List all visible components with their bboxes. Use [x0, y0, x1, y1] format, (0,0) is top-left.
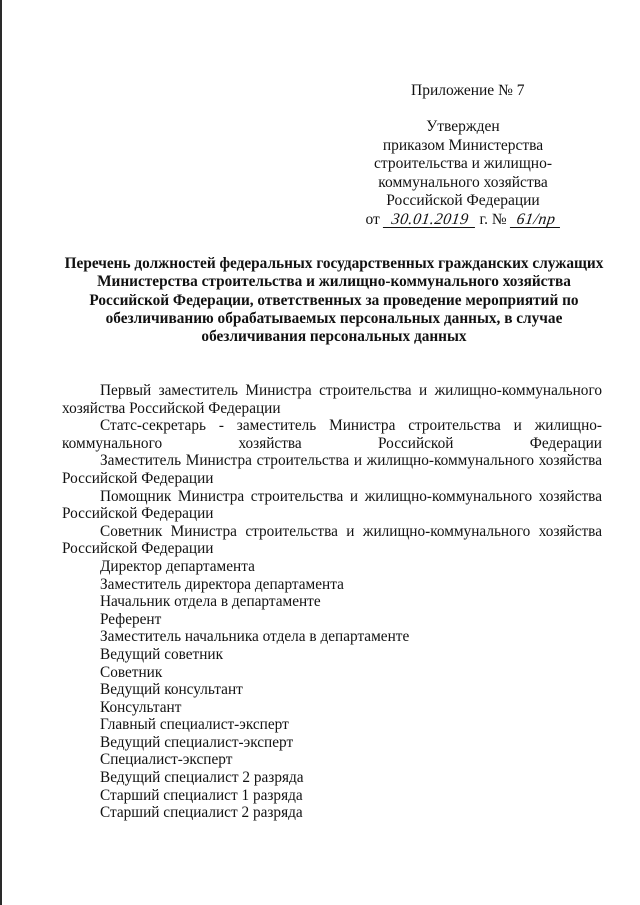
approval-line: коммунального хозяйства: [378, 173, 548, 191]
order-prefix: от: [365, 210, 380, 228]
approval-line: строительства и жилищно-: [374, 155, 552, 172]
position-item: Специалист-эксперт: [100, 751, 233, 769]
order-number-handwritten: 61/пр: [509, 212, 561, 228]
position-item: Заместитель Министра строительства и жилищно-коммунального хозяйства Российской Федерации: [62, 452, 602, 487]
position-item: Старший специалист 2 разряда: [100, 804, 303, 822]
order-reference: [344, 211, 582, 230]
appendix-number: Приложение № 7: [411, 82, 525, 99]
position-item: Заместитель директора департамента: [100, 575, 344, 593]
approval-block: [344, 118, 582, 229]
position-item: Старший специалист 1 разряда: [100, 786, 303, 804]
order-year-suffix: г. №: [479, 210, 507, 228]
position-item: Директор департамента: [100, 557, 255, 575]
position-item: Заместитель начальника отдела в департаменте: [100, 628, 410, 646]
position-item: Помощник Министра строительства и жилищно-коммунального хозяйства Российской Федерации: [62, 487, 602, 523]
approval-line: Российской Федерации: [386, 192, 540, 209]
position-item: Начальник отдела в департаменте: [100, 593, 321, 611]
position-item: Главный специалист-эксперт: [100, 716, 289, 734]
approval-line: Утвержден: [426, 118, 500, 135]
scan-edge: [0, 0, 2, 905]
position-item: Референт: [100, 610, 162, 628]
position-item: Ведущий советник: [100, 645, 224, 663]
positions-list: [62, 382, 602, 822]
position-item: Статс-секретарь - заместитель Министра строительства и жилищно-коммунального хозяйства Российской Федерации: [62, 417, 602, 452]
position-item: Советник: [100, 663, 163, 681]
order-date-handwritten: 30.01.2019: [383, 212, 477, 228]
position-item: Ведущий специалист 2 разряда: [100, 769, 304, 787]
position-item: Ведущий консультант: [100, 681, 243, 699]
position-item: Ведущий специалист-эксперт: [100, 733, 294, 751]
position-item: Первый заместитель Министра строительства и жилищно-коммунального хозяйства Российской Федерации: [62, 382, 602, 417]
position-item: Консультант: [100, 698, 182, 716]
document-title: Перечень должностей федеральных государственных гражданских служащих Министерства строительства и жилищно-коммунального хозяйства Российской Федерации, ответственных за проведение мероприятий по обезличиванию обрабатываемых персональных данных, в случае обезличивания персональных данных: [64, 255, 604, 346]
position-item: Советник Министра строительства и жилищно-коммунального хозяйства Российской Федерации: [62, 522, 602, 558]
approval-line: приказом Министерства: [382, 136, 544, 154]
